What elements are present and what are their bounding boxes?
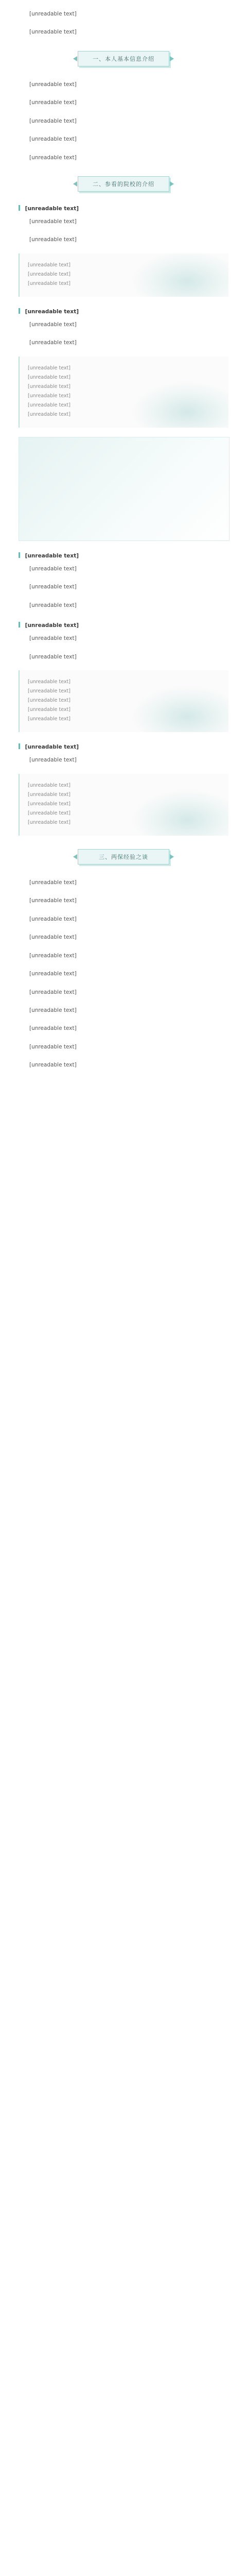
school-paragraph: [unreadable text]: [29, 602, 77, 608]
quote-line: [unreadable text]: [28, 679, 70, 685]
section3-paragraph: [unreadable text]: [29, 897, 77, 904]
title-bar-icon: [19, 743, 20, 749]
school-title: [19, 622, 228, 629]
school-title-text: [unreadable text]: [25, 205, 79, 212]
section3-paragraph: [unreadable text]: [29, 1062, 77, 1069]
quote-line: [unreadable text]: [28, 810, 70, 816]
quote-line: [unreadable text]: [28, 280, 70, 286]
banner-left-arrow-icon: [73, 181, 77, 187]
banner-left-arrow-icon: [73, 56, 77, 61]
title-bar-icon: [19, 205, 20, 211]
banner-right-arrow-icon: [170, 181, 174, 187]
school-quote-box: [19, 253, 228, 297]
banner-right-arrow-icon: [170, 854, 174, 859]
school-paragraph: [unreadable text]: [29, 218, 77, 225]
ink-wash-illustration: [19, 437, 230, 541]
school-title-text: [unreadable text]: [25, 308, 79, 315]
school-paragraph: [unreadable text]: [29, 321, 77, 328]
section1-paragraph-1: [unreadable text]: [29, 81, 77, 88]
quote-line: [unreadable text]: [28, 262, 70, 268]
quote-line: [unreadable text]: [28, 365, 70, 371]
school-quote-box: [19, 774, 228, 836]
title-bar-icon: [19, 308, 20, 314]
quote-line: [unreadable text]: [28, 791, 70, 798]
section-heading-text: 二、参看的院校的介绍: [93, 180, 154, 188]
section3-paragraph: [unreadable text]: [29, 1025, 77, 1032]
intro-paragraph-2: [unreadable text]: [29, 29, 77, 36]
quote-line: [unreadable text]: [28, 782, 70, 788]
section-heading-schools: [78, 176, 169, 192]
school-title: [19, 552, 228, 559]
school-paragraph: [unreadable text]: [29, 757, 77, 764]
banner-left-arrow-icon: [73, 854, 77, 859]
school-paragraph: [unreadable text]: [29, 635, 77, 642]
section3-paragraph: [unreadable text]: [29, 1007, 77, 1014]
section3-paragraph: [unreadable text]: [29, 879, 77, 886]
quote-line: [unreadable text]: [28, 383, 70, 389]
section1-paragraph-2: [unreadable text]: [29, 99, 77, 106]
quote-line: [unreadable text]: [28, 412, 70, 418]
intro-paragraph-1: [unreadable text]: [29, 11, 77, 17]
quote-line: [unreadable text]: [28, 402, 70, 408]
section1-paragraph-5: [unreadable text]: [29, 154, 77, 161]
quote-line: [unreadable text]: [28, 716, 70, 722]
school-paragraph: [unreadable text]: [29, 566, 77, 572]
school-title-text: [unreadable text]: [25, 622, 79, 629]
quote-line: [unreadable text]: [28, 393, 70, 399]
section-heading-experience: [78, 849, 169, 865]
school-title: [19, 743, 228, 750]
school-title-text: [unreadable text]: [25, 553, 79, 560]
quote-line: [unreadable text]: [28, 707, 70, 713]
section-heading-text: 三、两保经验之谈: [99, 854, 148, 861]
section3-paragraph: [unreadable text]: [29, 971, 77, 977]
school-title: [19, 308, 228, 315]
section1-paragraph-3: [unreadable text]: [29, 117, 77, 124]
section3-paragraph: [unreadable text]: [29, 916, 77, 922]
school-paragraph: [unreadable text]: [29, 340, 77, 346]
quote-line: [unreadable text]: [28, 688, 70, 694]
school-quote-box: [19, 670, 228, 732]
section-heading-basic-info: [78, 51, 169, 66]
school-title: [19, 205, 228, 212]
quote-line: [unreadable text]: [28, 374, 70, 380]
school-title-text: [unreadable text]: [25, 744, 79, 751]
school-quote-box: [19, 357, 228, 428]
title-bar-icon: [19, 622, 20, 628]
quote-line: [unreadable text]: [28, 820, 70, 826]
title-bar-icon: [19, 552, 20, 558]
school-paragraph: [unreadable text]: [29, 236, 77, 243]
section-heading-text: 一、本人基本信息介绍: [93, 55, 154, 62]
banner-right-arrow-icon: [170, 56, 174, 61]
school-paragraph: [unreadable text]: [29, 584, 77, 590]
section3-paragraph: [unreadable text]: [29, 1043, 77, 1050]
section3-paragraph: [unreadable text]: [29, 952, 77, 959]
section3-paragraph: [unreadable text]: [29, 934, 77, 941]
quote-line: [unreadable text]: [28, 698, 70, 704]
quote-line: [unreadable text]: [28, 271, 70, 277]
school-paragraph: [unreadable text]: [29, 653, 77, 660]
quote-line: [unreadable text]: [28, 801, 70, 807]
section1-paragraph-4: [unreadable text]: [29, 136, 77, 143]
section3-paragraph: [unreadable text]: [29, 989, 77, 995]
